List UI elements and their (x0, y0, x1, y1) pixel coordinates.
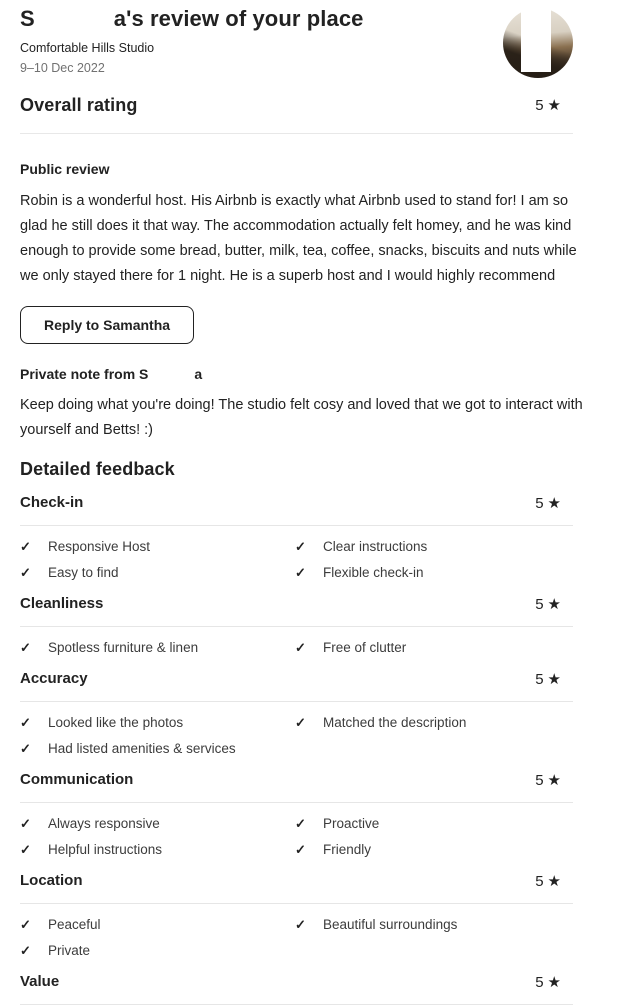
star-icon: ★ (547, 974, 561, 991)
feedback-item (295, 564, 599, 582)
rating-number: 5 (535, 495, 544, 512)
feedback-category-title: Location (20, 872, 83, 889)
rating-number: 5 (535, 671, 544, 688)
rating-number: 5 (535, 596, 544, 613)
feedback-category-title: Accuracy (20, 670, 88, 687)
feedback-section (20, 871, 599, 960)
feedback-item-label: Clear instructions (323, 539, 428, 554)
star-icon: ★ (547, 97, 561, 114)
divider (20, 626, 573, 627)
rating-number: 5 (535, 772, 544, 789)
divider (20, 525, 573, 526)
page-title-suffix: a's review of your place (113, 6, 364, 31)
check-icon: ✓ (295, 640, 306, 655)
feedback-item (20, 916, 285, 934)
feedback-item-label: Easy to find (48, 565, 119, 580)
feedback-item (20, 841, 285, 859)
avatar[interactable] (503, 8, 573, 78)
feedback-item (20, 815, 285, 833)
private-note-label-prefix: Private note from S (20, 365, 149, 382)
check-icon: ✓ (20, 640, 31, 655)
feedback-items (20, 714, 599, 758)
feedback-item-label: Friendly (323, 842, 372, 857)
star-icon: ★ (547, 772, 561, 789)
feedback-item (20, 942, 285, 960)
feedback-section (20, 770, 599, 859)
feedback-item (295, 538, 599, 556)
page-title-prefix: S (20, 6, 35, 31)
star-icon: ★ (547, 495, 561, 512)
feedback-item (20, 714, 285, 732)
divider (20, 903, 573, 904)
rating-number: 5 (535, 97, 544, 114)
feedback-section (20, 972, 599, 1005)
feedback-column (295, 714, 599, 758)
check-icon: ✓ (20, 943, 31, 958)
divider (20, 802, 573, 803)
feedback-category-title: Communication (20, 771, 134, 788)
feedback-item-label: Had listed amenities & services (48, 741, 236, 756)
feedback-item-label: Proactive (323, 816, 380, 831)
rating-number: 5 (535, 873, 544, 890)
feedback-sections (20, 493, 599, 1005)
private-note-text: Keep doing what you're doing! The studio felt cosy and loved that we got to interact with yourself and Betts! :) (20, 396, 583, 438)
overall-rating-value (535, 96, 561, 114)
star-icon: ★ (547, 873, 561, 890)
feedback-section (20, 594, 599, 657)
review-header (20, 4, 599, 77)
detailed-feedback-heading: Detailed feedback (20, 459, 175, 479)
feedback-column (20, 916, 295, 960)
overall-rating-label: Overall rating (20, 95, 138, 115)
check-icon: ✓ (20, 917, 31, 932)
category-rating (535, 872, 561, 890)
feedback-section-header (20, 493, 599, 513)
check-icon: ✓ (295, 715, 306, 730)
divider (20, 701, 573, 702)
check-icon: ✓ (20, 539, 31, 554)
feedback-item-label: Free of clutter (323, 640, 407, 655)
feedback-section-header (20, 770, 599, 790)
feedback-column (20, 815, 295, 859)
category-rating (535, 494, 561, 512)
redaction-box (35, 7, 114, 33)
review-page (0, 4, 619, 1005)
public-review-label: Public review (20, 161, 110, 177)
check-icon: ✓ (20, 715, 31, 730)
feedback-item-label: Private (48, 943, 91, 958)
feedback-items (20, 538, 599, 582)
feedback-item (20, 639, 285, 657)
star-icon: ★ (547, 671, 561, 688)
feedback-item-label: Always responsive (48, 816, 160, 831)
feedback-category-title: Cleanliness (20, 595, 104, 612)
feedback-item-label: Responsive Host (48, 539, 151, 554)
feedback-section (20, 493, 599, 582)
feedback-column (295, 815, 599, 859)
public-review-text: Robin is a wonderful host. His Airbnb is exactly what Airbnb used to stand for! I am so glad he still does it that way. The accommodation actually felt homey, and he was kind enough to provide some bread, butter, milk, tea, coffee, snacks, biscuits and nuts while we only stayed there for 1 night. He is a superb host and I would highly recommend (20, 193, 577, 284)
private-note-label (20, 365, 599, 383)
redaction-box (521, 5, 551, 72)
feedback-items (20, 916, 599, 960)
feedback-item-label: Spotless furniture & linen (48, 640, 199, 655)
feedback-column (295, 538, 599, 582)
redaction-box (148, 368, 194, 382)
category-rating (535, 670, 561, 688)
feedback-items (20, 639, 599, 657)
feedback-section-header (20, 669, 599, 689)
reply-button[interactable]: Reply to Samantha (20, 306, 194, 344)
rating-number: 5 (535, 974, 544, 991)
feedback-item-label: Peaceful (48, 917, 101, 932)
category-rating (535, 771, 561, 789)
feedback-column (295, 639, 599, 657)
feedback-item (295, 916, 599, 934)
feedback-item-label: Matched the description (323, 715, 467, 730)
stay-dates: 9–10 Dec 2022 (20, 61, 105, 75)
feedback-item (20, 740, 285, 758)
feedback-section-header (20, 972, 599, 992)
category-rating (535, 595, 561, 613)
feedback-item-label: Helpful instructions (48, 842, 163, 857)
feedback-item (20, 564, 285, 582)
feedback-column (20, 639, 295, 657)
feedback-item-label: Flexible check-in (323, 565, 424, 580)
check-icon: ✓ (20, 741, 31, 756)
check-icon: ✓ (20, 842, 31, 857)
feedback-item (295, 639, 599, 657)
overall-rating-row (20, 93, 599, 117)
check-icon: ✓ (295, 565, 306, 580)
feedback-items (20, 815, 599, 859)
private-note-label-suffix: a (194, 365, 203, 382)
feedback-item (295, 714, 599, 732)
listing-name: Comfortable Hills Studio (20, 41, 155, 55)
check-icon: ✓ (20, 816, 31, 831)
feedback-item-label: Looked like the photos (48, 715, 184, 730)
feedback-item-label: Beautiful surroundings (323, 917, 458, 932)
feedback-category-title: Check-in (20, 494, 84, 511)
feedback-section-header (20, 594, 599, 614)
check-icon: ✓ (295, 917, 306, 932)
star-icon: ★ (547, 596, 561, 613)
check-icon: ✓ (20, 565, 31, 580)
feedback-item (295, 841, 599, 859)
check-icon: ✓ (295, 816, 306, 831)
feedback-column (295, 916, 599, 960)
check-icon: ✓ (295, 539, 306, 554)
feedback-column (20, 538, 295, 582)
feedback-column (20, 714, 295, 758)
divider (20, 133, 573, 134)
feedback-section (20, 669, 599, 758)
feedback-item (20, 538, 285, 556)
feedback-category-title: Value (20, 973, 60, 990)
feedback-section-header (20, 871, 599, 891)
category-rating (535, 973, 561, 991)
check-icon: ✓ (295, 842, 306, 857)
feedback-item (295, 815, 599, 833)
